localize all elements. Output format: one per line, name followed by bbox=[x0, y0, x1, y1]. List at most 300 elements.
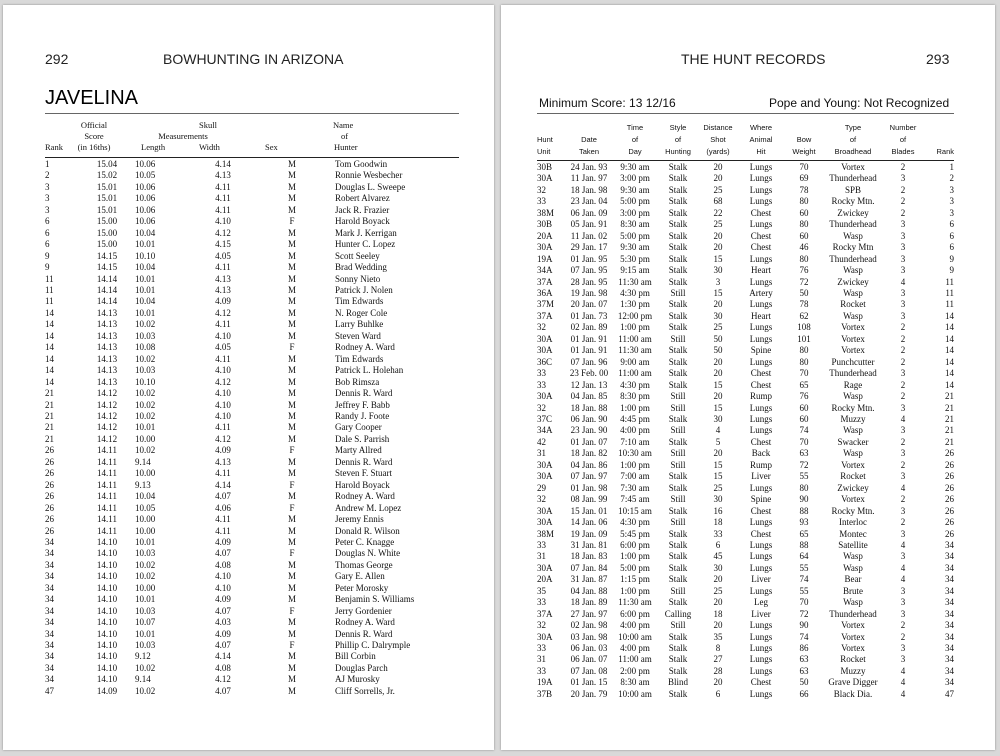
hunter-cell: Larry Buhlke bbox=[335, 319, 384, 330]
rank-cell: 34 bbox=[45, 536, 54, 547]
width-cell: 4.14 bbox=[215, 479, 231, 490]
table-row bbox=[537, 311, 954, 322]
width-cell: 4.10 bbox=[215, 582, 231, 593]
broadhead-cell: Muzzy bbox=[840, 413, 866, 424]
date-cell: 07 Jan. 97 bbox=[570, 471, 608, 482]
unit-cell: 37C bbox=[537, 413, 553, 424]
distance-cell: 33 bbox=[713, 528, 723, 539]
blades-cell: 4 bbox=[900, 677, 906, 688]
time-cell: 1:00 pm bbox=[620, 551, 650, 562]
sex-cell: M bbox=[287, 410, 296, 421]
rank-cell: 34 bbox=[945, 574, 954, 585]
col-header-6-line-1: Bow bbox=[796, 135, 812, 144]
length-cell: 9.14 bbox=[135, 674, 151, 685]
style-cell: Still bbox=[670, 494, 686, 505]
unit-cell: 30A bbox=[537, 345, 553, 356]
col-header-8-line-2: Blades bbox=[891, 147, 915, 156]
table-row bbox=[45, 159, 459, 170]
score-cell: 15.00 bbox=[96, 216, 118, 227]
time-cell: 1:00 pm bbox=[620, 459, 650, 470]
col-header-4-line-1: Shot bbox=[710, 135, 726, 144]
hit-cell: Lungs bbox=[749, 322, 773, 333]
col-header-rank: Rank bbox=[45, 142, 63, 152]
broadhead-cell: Wasp bbox=[843, 310, 863, 321]
rank-cell: 26 bbox=[45, 514, 54, 525]
hit-cell: Lungs bbox=[749, 620, 773, 631]
width-cell: 4.11 bbox=[215, 353, 231, 364]
sex-cell: M bbox=[287, 582, 296, 593]
blades-cell: 3 bbox=[900, 242, 906, 253]
bow-weight-cell: 63 bbox=[799, 448, 809, 459]
table-row bbox=[537, 368, 954, 379]
length-cell: 10.04 bbox=[135, 296, 156, 307]
blades-cell: 3 bbox=[900, 425, 906, 436]
unit-cell: 35 bbox=[537, 585, 546, 596]
table-row bbox=[537, 185, 954, 196]
date-cell: 01 Jan. 73 bbox=[570, 310, 608, 321]
date-cell: 01 Jan. 95 bbox=[570, 253, 608, 264]
date-cell: 06 Jan. 09 bbox=[570, 207, 608, 218]
distance-cell: 20 bbox=[713, 173, 723, 184]
table-row bbox=[537, 632, 954, 643]
table-row bbox=[537, 460, 954, 471]
blades-cell: 3 bbox=[900, 585, 906, 596]
date-cell: 04 Jan. 88 bbox=[570, 585, 608, 596]
rank-cell: 6 bbox=[949, 219, 954, 230]
sex-cell: M bbox=[287, 456, 296, 467]
hit-cell: Chest bbox=[750, 379, 772, 390]
score-cell: 14.13 bbox=[96, 353, 118, 364]
hunter-cell: Bob Rimsza bbox=[335, 376, 380, 387]
date-cell: 01 Jan. 15 bbox=[570, 677, 608, 688]
hunter-cell: Jeremy Ennis bbox=[335, 514, 384, 525]
width-cell: 4.09 bbox=[215, 445, 231, 456]
col-header-6-line-2: Weight bbox=[792, 147, 816, 156]
broadhead-cell: Thunderhead bbox=[829, 173, 877, 184]
width-cell: 4.11 bbox=[215, 193, 231, 204]
style-cell: Stalk bbox=[668, 310, 688, 321]
distance-cell: 15 bbox=[713, 459, 723, 470]
unit-cell: 37M bbox=[537, 299, 555, 310]
length-cell: 10.04 bbox=[135, 227, 156, 238]
rank-cell: 2 bbox=[949, 173, 954, 184]
time-cell: 8:30 am bbox=[620, 677, 650, 688]
table-row bbox=[45, 663, 459, 674]
col-header-5-line-0: Where bbox=[749, 123, 773, 132]
score-cell: 14.09 bbox=[96, 685, 118, 696]
unit-cell: 31 bbox=[537, 551, 546, 562]
unit-cell: 30B bbox=[537, 219, 553, 230]
table-row bbox=[45, 193, 459, 204]
bow-weight-cell: 74 bbox=[799, 574, 809, 585]
rank-cell: 21 bbox=[45, 388, 54, 399]
style-cell: Stalk bbox=[668, 322, 688, 333]
table-row bbox=[45, 674, 459, 685]
time-cell: 10:00 am bbox=[618, 631, 652, 642]
rank-cell: 9 bbox=[45, 262, 50, 273]
unit-cell: 19A bbox=[537, 677, 553, 688]
style-cell: Stalk bbox=[668, 574, 688, 585]
table-row bbox=[537, 425, 954, 436]
sex-cell: M bbox=[287, 365, 296, 376]
distance-cell: 25 bbox=[713, 482, 723, 493]
blades-cell: 3 bbox=[900, 448, 906, 459]
style-cell: Stalk bbox=[668, 299, 688, 310]
broadhead-cell: Montec bbox=[839, 528, 867, 539]
sex-cell: M bbox=[287, 239, 296, 250]
sex-cell: M bbox=[287, 433, 296, 444]
bow-weight-cell: 62 bbox=[799, 310, 809, 321]
distance-cell: 30 bbox=[713, 413, 723, 424]
width-cell: 4.07 bbox=[215, 685, 231, 696]
col-header-skull-2: Measurements bbox=[158, 131, 208, 141]
width-cell: 4.14 bbox=[215, 651, 231, 662]
width-cell: 4.14 bbox=[215, 159, 231, 169]
bow-weight-cell: 72 bbox=[799, 459, 809, 470]
date-cell: 06 Jan. 90 bbox=[570, 413, 608, 424]
blades-cell: 3 bbox=[900, 299, 906, 310]
length-cell: 9.14 bbox=[135, 456, 151, 467]
blades-cell: 2 bbox=[900, 436, 906, 447]
score-cell: 14.10 bbox=[96, 548, 118, 559]
blades-cell: 2 bbox=[900, 345, 906, 356]
broadhead-cell: Vortex bbox=[841, 494, 865, 505]
style-cell: Stalk bbox=[668, 184, 688, 195]
unit-cell: 30B bbox=[537, 162, 553, 172]
date-cell: 01 Jan. 91 bbox=[570, 345, 608, 356]
rank-cell: 34 bbox=[45, 605, 54, 616]
length-cell: 10.02 bbox=[135, 353, 156, 364]
date-cell: 01 Jan. 91 bbox=[570, 333, 608, 344]
sex-cell: F bbox=[289, 479, 295, 490]
length-cell: 10.02 bbox=[135, 388, 156, 399]
table-row bbox=[537, 391, 954, 402]
table-row bbox=[45, 640, 459, 651]
style-cell: Still bbox=[670, 402, 686, 413]
running-title: BOWHUNTING IN ARIZONA bbox=[163, 51, 344, 67]
broadhead-cell: Rage bbox=[843, 379, 863, 390]
col-header-name-1: Name bbox=[333, 120, 354, 130]
hit-cell: Lungs bbox=[749, 631, 773, 642]
hit-cell: Chest bbox=[750, 677, 772, 688]
hit-cell: Chest bbox=[750, 528, 772, 539]
broadhead-cell: Vortex bbox=[841, 459, 865, 470]
table-row bbox=[537, 277, 954, 288]
bow-weight-cell: 90 bbox=[799, 620, 809, 631]
date-cell: 06 Jan. 03 bbox=[570, 643, 608, 654]
width-cell: 4.08 bbox=[215, 559, 231, 570]
hunter-cell: AJ Murosky bbox=[335, 674, 380, 685]
hunter-cell: Dale S. Parrish bbox=[335, 433, 390, 444]
time-cell: 10:00 am bbox=[618, 688, 652, 699]
rank-cell: 26 bbox=[945, 459, 954, 470]
table-row bbox=[537, 254, 954, 265]
bow-weight-cell: 70 bbox=[799, 162, 809, 172]
hit-cell: Rump bbox=[749, 391, 772, 402]
blades-cell: 3 bbox=[900, 402, 906, 413]
rank-cell: 34 bbox=[45, 674, 54, 685]
rank-cell: 26 bbox=[45, 502, 54, 513]
time-cell: 11:30 am bbox=[618, 276, 652, 287]
width-cell: 4.13 bbox=[215, 456, 231, 467]
width-cell: 4.07 bbox=[215, 640, 231, 651]
hit-cell: Lungs bbox=[749, 402, 773, 413]
length-cell: 10.01 bbox=[135, 307, 156, 318]
time-cell: 9:00 am bbox=[620, 356, 650, 367]
broadhead-cell: Wasp bbox=[843, 391, 863, 402]
width-cell: 4.10 bbox=[215, 330, 231, 341]
col-header-score-2: Score bbox=[84, 131, 104, 141]
style-cell: Still bbox=[670, 287, 686, 298]
sex-cell: M bbox=[287, 514, 296, 525]
page-number: 292 bbox=[45, 51, 69, 67]
hit-cell: Heart bbox=[751, 265, 771, 276]
style-cell: Stalk bbox=[668, 173, 688, 184]
unit-cell: 32 bbox=[537, 494, 546, 505]
hit-cell: Chest bbox=[750, 242, 772, 253]
table-row bbox=[45, 205, 459, 216]
table-row bbox=[45, 560, 459, 571]
table-row bbox=[45, 251, 459, 262]
width-cell: 4.12 bbox=[215, 227, 231, 238]
date-cell: 18 Jan. 83 bbox=[570, 551, 608, 562]
hunter-cell: Ronnie Wesbecher bbox=[335, 170, 403, 181]
score-cell: 14.12 bbox=[96, 410, 118, 421]
distance-cell: 25 bbox=[713, 322, 723, 333]
width-cell: 4.10 bbox=[215, 399, 231, 410]
length-cell: 10.05 bbox=[135, 170, 156, 181]
minimum-score: Minimum Score: 13 12/16 bbox=[539, 96, 676, 110]
time-cell: 1:00 pm bbox=[620, 322, 650, 333]
rank-cell: 14 bbox=[45, 319, 54, 330]
broadhead-cell: Black Dia. bbox=[833, 688, 873, 699]
hunter-cell: Rodney A. Ward bbox=[335, 617, 395, 628]
score-cell: 14.11 bbox=[97, 514, 117, 525]
bow-weight-cell: 65 bbox=[799, 528, 809, 539]
time-cell: 5:00 pm bbox=[620, 562, 650, 573]
blades-cell: 3 bbox=[900, 253, 906, 264]
table-row bbox=[537, 414, 954, 425]
hit-cell: Lungs bbox=[749, 196, 773, 207]
width-cell: 4.09 bbox=[215, 536, 231, 547]
col-header-score-3: (in 16ths) bbox=[77, 142, 111, 152]
unit-cell: 30A bbox=[537, 242, 553, 253]
length-cell: 10.04 bbox=[135, 262, 156, 273]
table-row bbox=[537, 196, 954, 207]
width-cell: 4.13 bbox=[215, 273, 231, 284]
blades-cell: 4 bbox=[900, 574, 906, 585]
hunter-cell: Tom Goodwin bbox=[335, 159, 388, 169]
score-cell: 15.00 bbox=[96, 239, 118, 250]
width-cell: 4.11 bbox=[215, 319, 231, 330]
bow-weight-cell: 55 bbox=[799, 562, 809, 573]
date-cell: 04 Jan. 85 bbox=[570, 391, 608, 402]
broadhead-cell: Rocky Mtn bbox=[832, 242, 874, 253]
distance-cell: 3 bbox=[715, 276, 721, 287]
table-row bbox=[537, 471, 954, 482]
score-cell: 14.15 bbox=[96, 250, 118, 261]
sex-cell: M bbox=[287, 491, 296, 502]
rank-cell: 34 bbox=[945, 665, 954, 676]
rank-cell: 26 bbox=[45, 525, 54, 536]
rank-cell: 34 bbox=[45, 582, 54, 593]
table-row bbox=[45, 594, 459, 605]
width-cell: 4.05 bbox=[215, 342, 231, 353]
hunter-cell: Brad Wedding bbox=[335, 262, 387, 273]
width-cell: 4.07 bbox=[215, 548, 231, 559]
time-cell: 11:00 am bbox=[618, 368, 652, 379]
table-row bbox=[45, 365, 459, 376]
bow-weight-cell: 76 bbox=[799, 391, 809, 402]
date-cell: 07 Jan. 96 bbox=[570, 356, 608, 367]
col-header-2-line-2: Day bbox=[628, 147, 642, 156]
rank-cell: 21 bbox=[945, 391, 954, 402]
rank-cell: 26 bbox=[945, 528, 954, 539]
table-row bbox=[537, 563, 954, 574]
style-cell: Stalk bbox=[668, 551, 688, 562]
table-row bbox=[537, 403, 954, 414]
sex-cell: M bbox=[287, 422, 296, 433]
bow-weight-cell: 93 bbox=[799, 517, 809, 528]
hunter-cell: Bill Corbin bbox=[335, 651, 376, 662]
table-row bbox=[45, 583, 459, 594]
distance-cell: 35 bbox=[713, 631, 723, 642]
bow-weight-cell: 60 bbox=[799, 207, 809, 218]
style-cell: Stalk bbox=[668, 665, 688, 676]
rank-cell: 34 bbox=[945, 654, 954, 665]
table-row bbox=[45, 308, 459, 319]
sex-cell: M bbox=[287, 559, 296, 570]
broadhead-cell: Wasp bbox=[843, 551, 863, 562]
blades-cell: 3 bbox=[900, 173, 906, 184]
score-cell: 14.13 bbox=[96, 330, 118, 341]
unit-cell: 30A bbox=[537, 517, 553, 528]
table-row bbox=[45, 400, 459, 411]
sex-cell: M bbox=[287, 376, 296, 387]
broadhead-cell: Muzzy bbox=[840, 665, 866, 676]
bow-weight-cell: 108 bbox=[797, 322, 811, 333]
sex-cell: M bbox=[287, 651, 296, 662]
distance-cell: 20 bbox=[713, 356, 723, 367]
sex-cell: M bbox=[287, 594, 296, 605]
hit-cell: Lungs bbox=[749, 425, 773, 436]
length-cell: 10.06 bbox=[135, 159, 156, 169]
hunter-cell: Steven F. Stuart bbox=[335, 468, 393, 479]
distance-cell: 28 bbox=[713, 665, 723, 676]
time-cell: 6:00 pm bbox=[620, 539, 650, 550]
rank-cell: 34 bbox=[45, 571, 54, 582]
length-cell: 10.10 bbox=[135, 376, 156, 387]
length-cell: 10.01 bbox=[135, 422, 156, 433]
style-cell: Stalk bbox=[668, 162, 688, 172]
length-cell: 10.03 bbox=[135, 330, 156, 341]
style-cell: Stalk bbox=[668, 207, 688, 218]
rank-cell: 34 bbox=[45, 594, 54, 605]
style-cell: Blind bbox=[667, 677, 688, 688]
rank-cell: 3 bbox=[949, 184, 954, 195]
score-cell: 14.11 bbox=[97, 479, 117, 490]
broadhead-cell: Vortex bbox=[841, 162, 865, 172]
length-cell: 10.02 bbox=[135, 685, 156, 696]
hit-cell: Lungs bbox=[749, 173, 773, 184]
width-cell: 4.03 bbox=[215, 617, 231, 628]
hit-cell: Lungs bbox=[749, 299, 773, 310]
width-cell: 4.08 bbox=[215, 662, 231, 673]
rank-cell: 26 bbox=[45, 445, 54, 456]
sex-cell: M bbox=[287, 204, 296, 215]
hit-cell: Rump bbox=[749, 459, 772, 470]
rank-cell: 34 bbox=[45, 651, 54, 662]
time-cell: 4:00 pm bbox=[620, 620, 650, 631]
sex-cell: M bbox=[287, 296, 296, 307]
table-row bbox=[537, 265, 954, 276]
distance-cell: 16 bbox=[713, 505, 723, 516]
bow-weight-cell: 78 bbox=[799, 184, 809, 195]
rank-cell: 34 bbox=[945, 539, 954, 550]
rank-cell: 26 bbox=[945, 505, 954, 516]
sex-cell: M bbox=[287, 273, 296, 284]
blades-cell: 2 bbox=[900, 196, 906, 207]
unit-cell: 37B bbox=[537, 688, 553, 699]
blades-cell: 3 bbox=[900, 654, 906, 665]
hit-cell: Lungs bbox=[749, 551, 773, 562]
score-cell: 14.13 bbox=[96, 376, 118, 387]
score-cell: 15.02 bbox=[96, 170, 118, 181]
bow-weight-cell: 80 bbox=[799, 253, 809, 264]
unit-cell: 33 bbox=[537, 597, 546, 608]
blades-cell: 2 bbox=[900, 379, 906, 390]
distance-cell: 50 bbox=[713, 345, 723, 356]
hit-cell: Lungs bbox=[749, 654, 773, 665]
rank-cell: 9 bbox=[949, 253, 954, 264]
blades-cell: 4 bbox=[900, 562, 906, 573]
sex-cell: M bbox=[287, 181, 296, 192]
broadhead-cell: Interloc bbox=[839, 517, 867, 528]
length-cell: 10.07 bbox=[135, 617, 156, 628]
length-cell: 10.10 bbox=[135, 250, 156, 261]
table-row bbox=[537, 620, 954, 631]
table-row bbox=[45, 422, 459, 433]
hit-cell: Lungs bbox=[749, 665, 773, 676]
distance-cell: 20 bbox=[713, 574, 723, 585]
unit-cell: 29 bbox=[537, 482, 546, 493]
width-cell: 4.07 bbox=[215, 491, 231, 502]
hunter-cell: Jack R. Frazier bbox=[335, 204, 390, 215]
rank-cell: 14 bbox=[45, 365, 54, 376]
score-cell: 14.11 bbox=[97, 456, 117, 467]
hit-cell: Lungs bbox=[749, 356, 773, 367]
distance-cell: 20 bbox=[713, 677, 723, 688]
col-header-5-line-2: Hit bbox=[756, 147, 766, 156]
rank-cell: 34 bbox=[945, 631, 954, 642]
table-row bbox=[537, 609, 954, 620]
table-row bbox=[537, 689, 954, 700]
broadhead-cell: Brute bbox=[843, 585, 863, 596]
distance-cell: 27 bbox=[713, 654, 723, 665]
distance-cell: 18 bbox=[713, 608, 723, 619]
length-cell: 10.03 bbox=[135, 548, 156, 559]
width-cell: 4.05 bbox=[215, 250, 231, 261]
table-row bbox=[537, 551, 954, 562]
col-header-0-line-2: Unit bbox=[537, 147, 551, 156]
width-cell: 4.11 bbox=[215, 468, 231, 479]
score-cell: 14.14 bbox=[96, 273, 118, 284]
col-header-name-2: of bbox=[341, 131, 349, 141]
hit-cell: Chest bbox=[750, 505, 772, 516]
hit-cell: Chest bbox=[750, 230, 772, 241]
time-cell: 5:00 pm bbox=[620, 196, 650, 207]
col-header-width: Width bbox=[199, 142, 220, 152]
